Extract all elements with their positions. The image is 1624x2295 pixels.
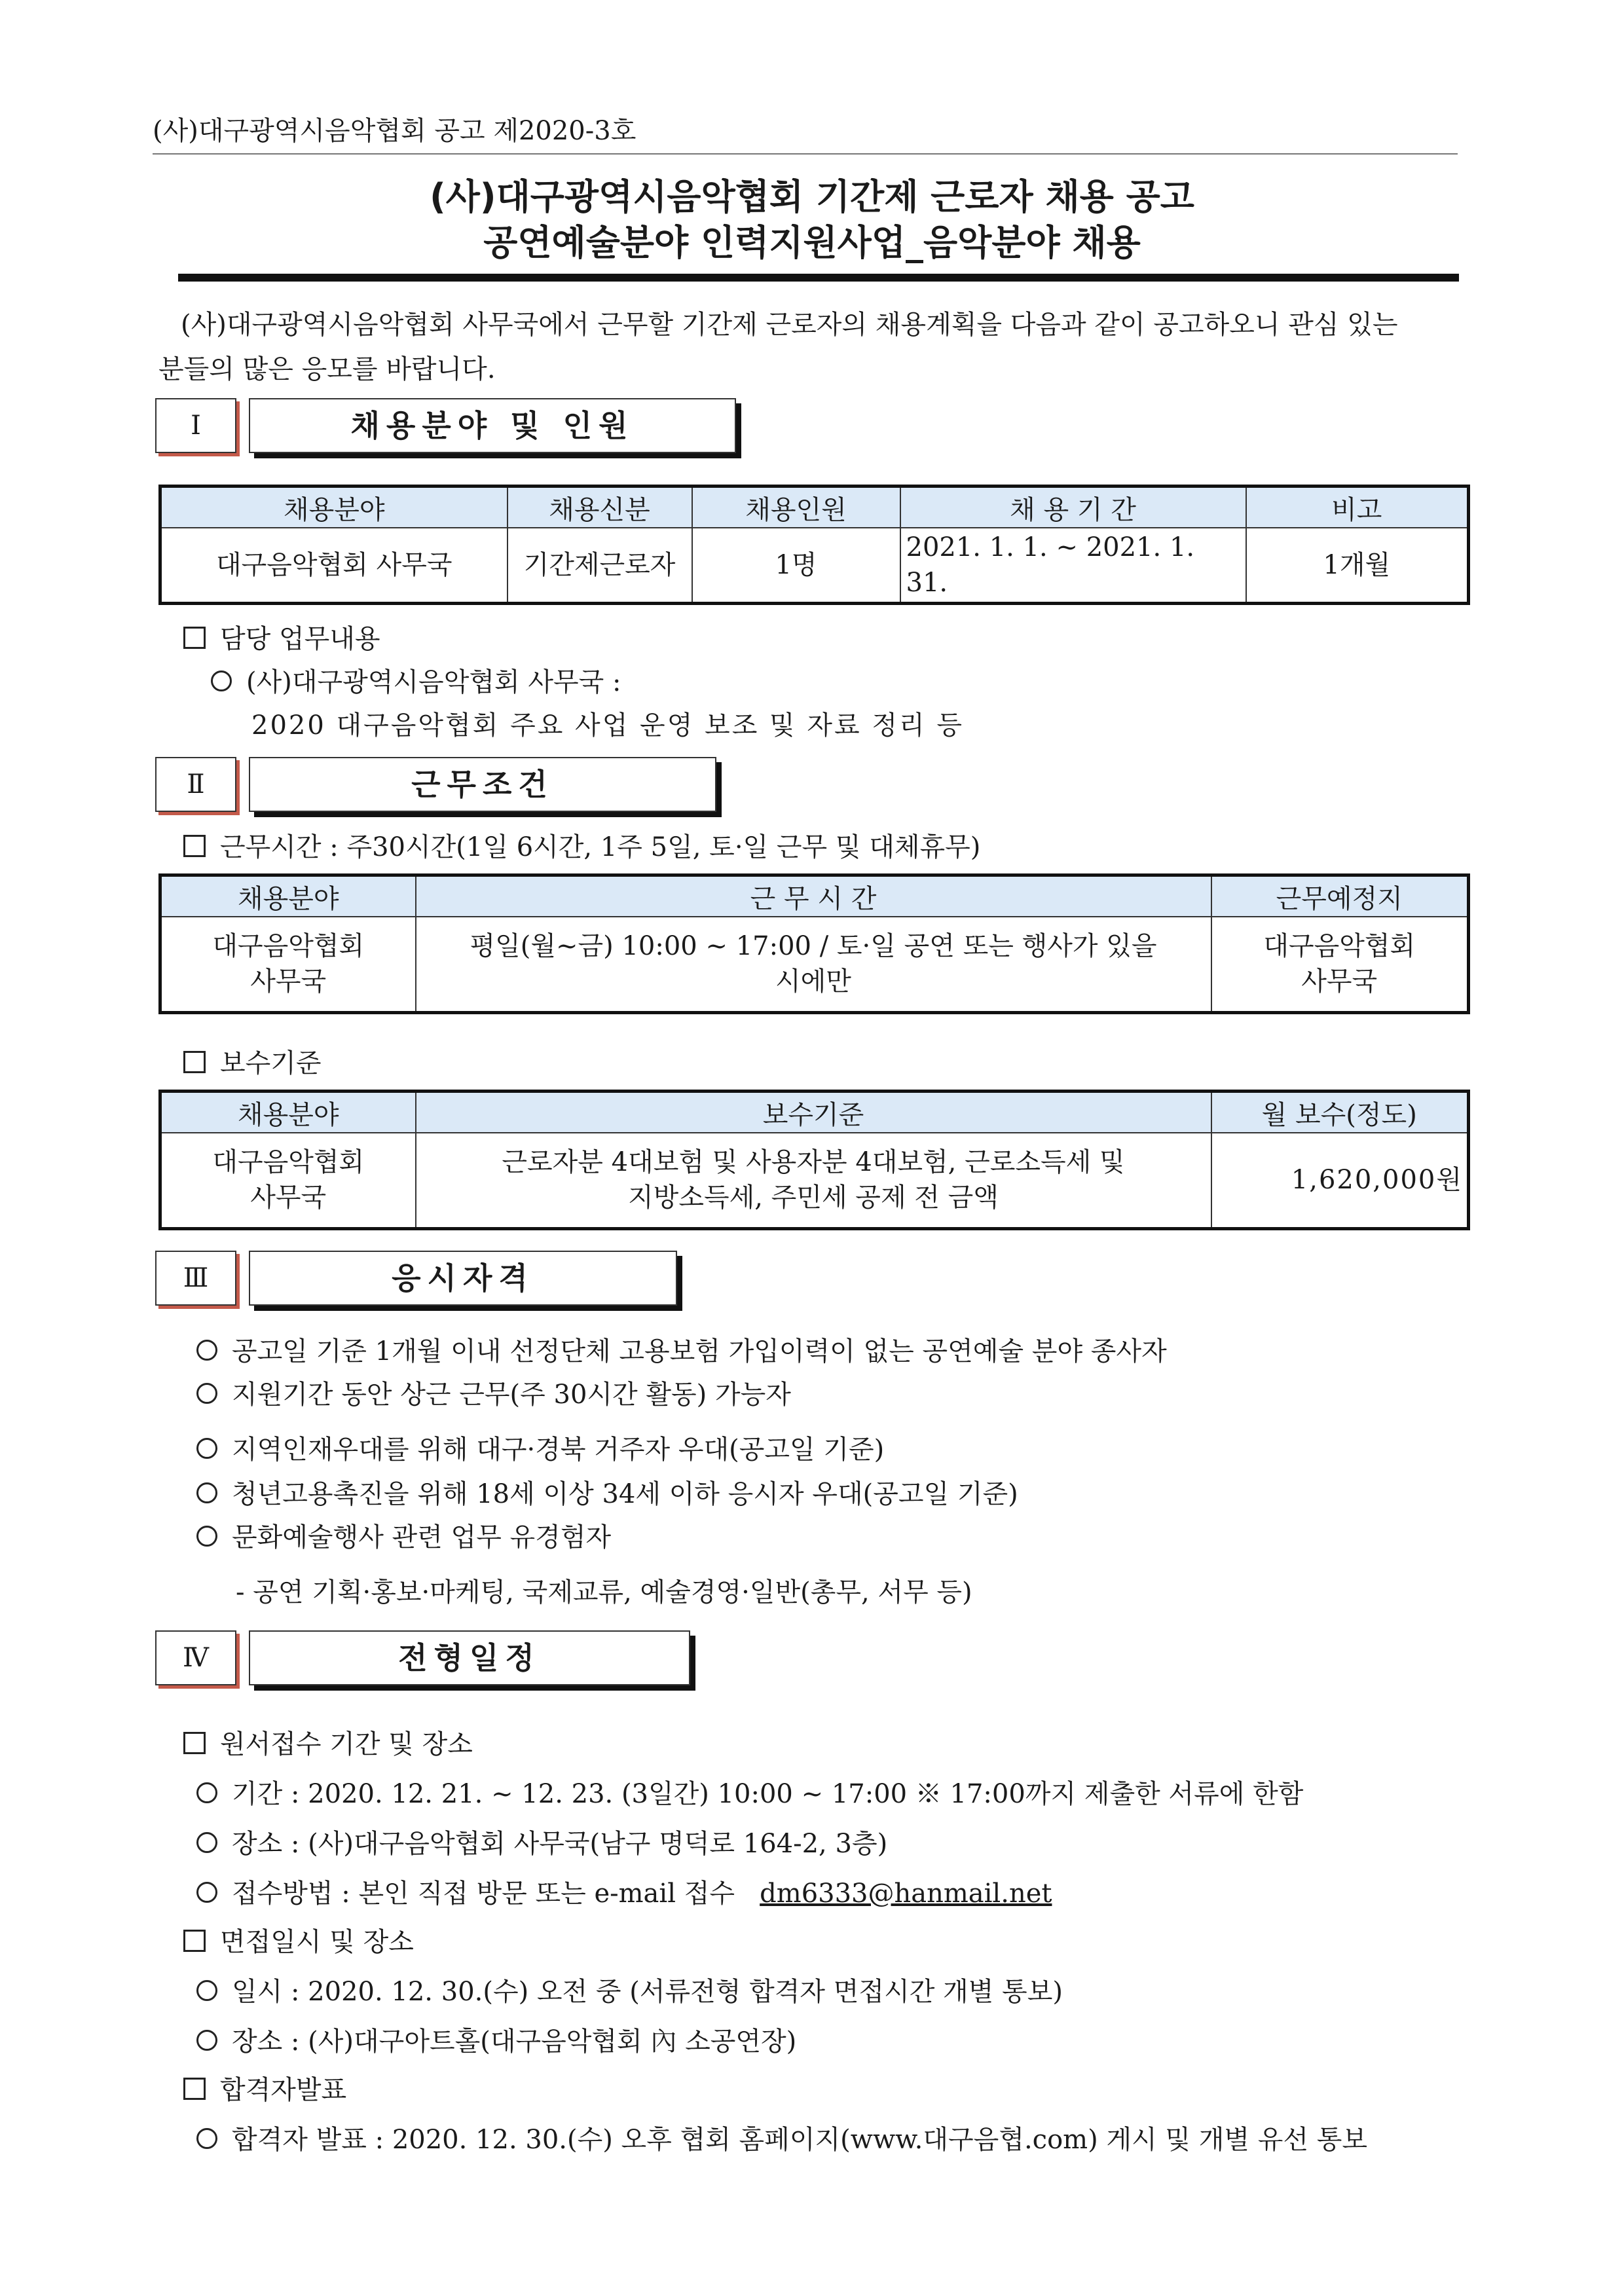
checkbox-square-icon <box>183 1732 206 1754</box>
section-4-number: Ⅳ <box>155 1630 236 1685</box>
work-hours-table <box>158 873 1470 1014</box>
qualification-item: 지역인재우대를 위해 대구·경북 거주자 우대(공고일 기준) <box>196 1429 884 1466</box>
apply-place: 장소 : (사)대구음악협회 사무국(남구 명덕로 164-2, 3층) <box>196 1823 887 1860</box>
circle-bullet-icon <box>196 1832 217 1853</box>
section-3-number: Ⅲ <box>155 1251 236 1306</box>
page-subtitle: 공연예술분야 인력지원사업_음악분야 채용 <box>483 222 1141 263</box>
checkbox-square-icon <box>183 1051 206 1073</box>
result-text: 합격자 발표 : 2020. 12. 30.(수) 오후 협회 홈페이지(www.대구음협.com) 게시 및 개별 유선 통보 <box>196 2119 1367 2156</box>
circle-bullet-icon <box>196 1882 217 1903</box>
intro-line-1: (사)대구광역시음악협회 사무국에서 근무할 기간제 근로자의 채용계획을 다음과 같이 공고하오니 관심 있는 <box>181 310 1398 340</box>
table-row <box>160 917 1469 1012</box>
apply-heading: 원서접수 기간 및 장소 <box>183 1723 473 1761</box>
section-1-title: 채용분야 및 인원 <box>249 398 736 453</box>
table-cell: 1,620,000원 <box>1211 1133 1469 1228</box>
table-header-cell: 채용인원 <box>692 487 900 528</box>
table-header-cell: 채용분야 <box>160 1092 416 1133</box>
circle-bullet-icon <box>196 1782 217 1803</box>
circle-bullet-icon <box>196 1482 217 1503</box>
duty-item: (사)대구광역시음악협회 사무국 : <box>211 661 621 699</box>
table-row <box>160 1133 1469 1228</box>
checkbox-square-icon <box>183 835 206 857</box>
section-2-number: Ⅱ <box>155 757 236 812</box>
qualification-item: 지원기간 동안 상근 근무(주 30시간 활동) 가능자 <box>196 1374 791 1411</box>
table-row <box>160 528 1469 603</box>
circle-bullet-icon <box>196 1340 217 1361</box>
table-cell: 기간제근로자 <box>507 528 692 603</box>
circle-bullet-icon <box>196 1980 217 2001</box>
table-cell: 대구음악협회 사무국 <box>160 1133 416 1228</box>
circle-bullet-icon <box>196 1526 217 1547</box>
table-cell: 평일(월~금) 10:00 ~ 17:00 / 토·일 공연 또는 행사가 있을 시에만 <box>416 917 1211 1012</box>
notice-number: (사)대구광역시음악협회 공고 제2020-3호 <box>153 116 637 146</box>
table-cell: 1명 <box>692 528 900 603</box>
section-1-number: Ⅰ <box>155 398 236 453</box>
interview-heading: 면접일시 및 장소 <box>183 1921 414 1958</box>
table-header-cell: 근 무 시 간 <box>416 875 1211 917</box>
table-cell: 대구음악협회 사무국 <box>160 917 416 1012</box>
header-divider <box>153 153 1458 155</box>
qualification-item: 문화예술행사 관련 업무 유경험자 <box>196 1516 611 1554</box>
pay-table <box>158 1090 1470 1230</box>
page-title: (사)대구광역시음악협회 기간제 근로자 채용 공고 <box>430 176 1194 217</box>
table-header-cell: 근무예정지 <box>1211 875 1469 917</box>
table-cell: 대구음악협회 사무국 <box>1211 917 1469 1012</box>
recruitment-table <box>158 485 1470 605</box>
duty-heading: 담당 업무내용 <box>183 618 380 655</box>
checkbox-square-icon <box>183 1930 206 1952</box>
table-header-cell: 보수기준 <box>416 1092 1211 1133</box>
circle-bullet-icon <box>196 2030 217 2051</box>
section-3-title: 응시자격 <box>249 1251 677 1306</box>
table-header-row <box>160 1092 1469 1133</box>
duty-detail: 2020 대구음악협회 주요 사업 운영 보조 및 자료 정리 등 <box>251 710 965 741</box>
qualification-item: 공고일 기준 1개월 이내 선정단체 고용보험 가입이력이 없는 공연예술 분야 종사자 <box>196 1331 1167 1368</box>
apply-method: 접수방법 : 본인 직접 방문 또는 e-mail 접수 dm6333@hanmail.net <box>196 1873 1052 1910</box>
table-header-cell: 채 용 기 간 <box>900 487 1246 528</box>
circle-bullet-icon <box>196 1438 217 1459</box>
intro-line-2: 분들의 많은 응모를 바랍니다. <box>158 354 496 384</box>
qualification-sub-item: - 공연 기획·홍보·마케팅, 국제교류, 예술경영·일반(총무, 서무 등) <box>236 1577 972 1607</box>
section-4-title: 전형일정 <box>249 1630 690 1685</box>
table-header-cell: 비고 <box>1246 487 1469 528</box>
pay-heading: 보수기준 <box>183 1042 322 1080</box>
section-2-title: 근무조건 <box>249 757 716 812</box>
apply-period: 기간 : 2020. 12. 21. ~ 12. 23. (3일간) 10:00 ~ 17:00 ※ 17:00까지 제출한 서류에 한함 <box>196 1773 1303 1810</box>
title-rule <box>178 274 1459 282</box>
table-header-cell: 월 보수(정도) <box>1211 1092 1469 1133</box>
table-header-cell: 채용신분 <box>507 487 692 528</box>
qualification-item: 청년고용촉진을 위해 18세 이상 34세 이하 응시자 우대(공고일 기준) <box>196 1473 1018 1511</box>
circle-bullet-icon <box>196 2128 217 2149</box>
table-header-row <box>160 875 1469 917</box>
table-cell: 2021. 1. 1. ~ 2021. 1. 31. <box>900 528 1246 603</box>
email-link[interactable]: dm6333@hanmail.net <box>760 1879 1052 1909</box>
result-heading: 합격자발표 <box>183 2069 346 2106</box>
table-header-row <box>160 487 1469 528</box>
interview-place: 장소 : (사)대구아트홀(대구음악협회 內 소공연장) <box>196 2021 796 2058</box>
hours-heading: 근무시간 : 주30시간(1일 6시간, 1주 5일, 토·일 근무 및 대체휴무) <box>183 826 980 864</box>
table-cell: 대구음악협회 사무국 <box>160 528 507 603</box>
circle-bullet-icon <box>211 670 232 691</box>
table-header-cell: 채용분야 <box>160 875 416 917</box>
table-cell: 1개월 <box>1246 528 1469 603</box>
circle-bullet-icon <box>196 1383 217 1404</box>
interview-date: 일시 : 2020. 12. 30.(수) 오전 중 (서류전형 합격자 면접시간 개별 통보) <box>196 1971 1063 2008</box>
checkbox-square-icon <box>183 2078 206 2100</box>
checkbox-square-icon <box>183 627 206 649</box>
table-cell: 근로자분 4대보험 및 사용자분 4대보험, 근로소득세 및 지방소득세, 주민세 공제 전 금액 <box>416 1133 1211 1228</box>
table-header-cell: 채용분야 <box>160 487 507 528</box>
